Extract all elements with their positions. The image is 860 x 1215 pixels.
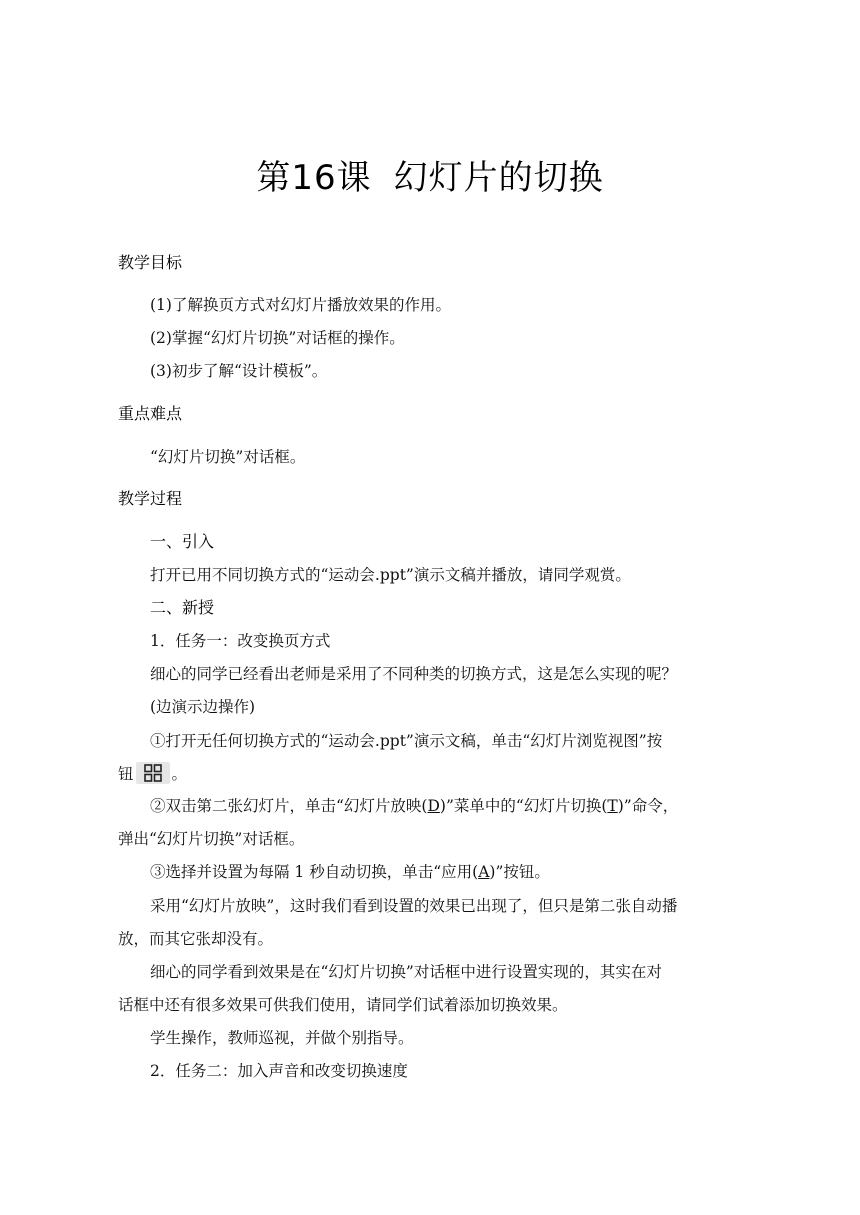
lesson-title: 幻灯片的切换 — [393, 158, 604, 198]
key-points-heading: 重点难点 — [118, 404, 183, 423]
intro-heading: 一、引入 — [150, 532, 215, 551]
step3-text-a: ③选择并设置为每隔 1 秒自动切换，单击“应用( — [150, 863, 479, 881]
step2-text-a: ②双击第二张幻灯片，单击“幻灯片放映( — [150, 797, 428, 815]
step3-text-b: )”按钮。 — [489, 863, 550, 881]
goal-item-3: (3)初步了解“设计模板”。 — [150, 362, 328, 380]
step1-line2-end: 。 — [171, 765, 188, 783]
step2-shortcut-t: T — [607, 797, 618, 815]
step1-line1: ①打开无任何切换方式的“运动会.ppt”演示文稿，单击“幻灯片浏览视图”按 — [150, 732, 663, 750]
task1-paragraph: 细心的同学已经看出老师是采用了不同种类的切换方式，这是怎么实现的呢？ — [150, 665, 678, 683]
step2-text-c: )”命令， — [617, 797, 679, 815]
step3-shortcut-a: A — [478, 863, 490, 881]
intro-text: 打开已用不同切换方式的“运动会.ppt”演示文稿并播放，请同学观赏。 — [150, 566, 631, 584]
goal-item-1: (1)了解换页方式对幻灯片播放效果的作用。 — [150, 296, 451, 314]
process-heading: 教学过程 — [118, 489, 183, 508]
goals-heading: 教学目标 — [118, 253, 183, 272]
more-effects-line1: 细心的同学看到效果是在“幻灯片切换”对话框中进行设置实现的，其实在对 — [150, 963, 662, 981]
step2-shortcut-d: D — [427, 797, 440, 815]
page-title — [0, 153, 860, 203]
step2-line1 — [150, 795, 678, 817]
step2-text-b: )”菜单中的“幻灯片切换( — [439, 797, 608, 815]
grid-view-icon — [136, 762, 170, 784]
task2-heading: 2．任务二：加入声音和改变切换速度 — [150, 1062, 408, 1080]
step1-line2-start: 钮 — [118, 765, 134, 783]
students-paragraph: 学生操作，教师巡视，并做个别指导。 — [150, 1029, 414, 1047]
key-points-text: “幻灯片切换”对话框。 — [150, 448, 306, 466]
task1-note: (边演示边操作) — [150, 698, 256, 716]
step1-line2 — [118, 762, 187, 785]
task1-heading: 1．任务一：改变换页方式 — [150, 632, 331, 650]
effect-paragraph-line2: 放，而其它张却没有。 — [118, 930, 274, 948]
more-effects-line2: 话框中还有很多效果可供我们使用，请同学们试着添加切换效果。 — [118, 996, 568, 1014]
step2-line2: 弹出“幻灯片切换”对话框。 — [118, 830, 305, 848]
goal-item-2: (2)掌握“幻灯片切换”对话框的操作。 — [150, 329, 405, 347]
lesson-number: 第16课 — [256, 158, 372, 198]
step3-line — [150, 861, 550, 883]
effect-paragraph-line1: 采用“幻灯片放映”，这时我们看到设置的效果已出现了，但只是第二张自动播 — [150, 897, 678, 915]
new-teaching-heading: 二、新授 — [150, 598, 215, 617]
